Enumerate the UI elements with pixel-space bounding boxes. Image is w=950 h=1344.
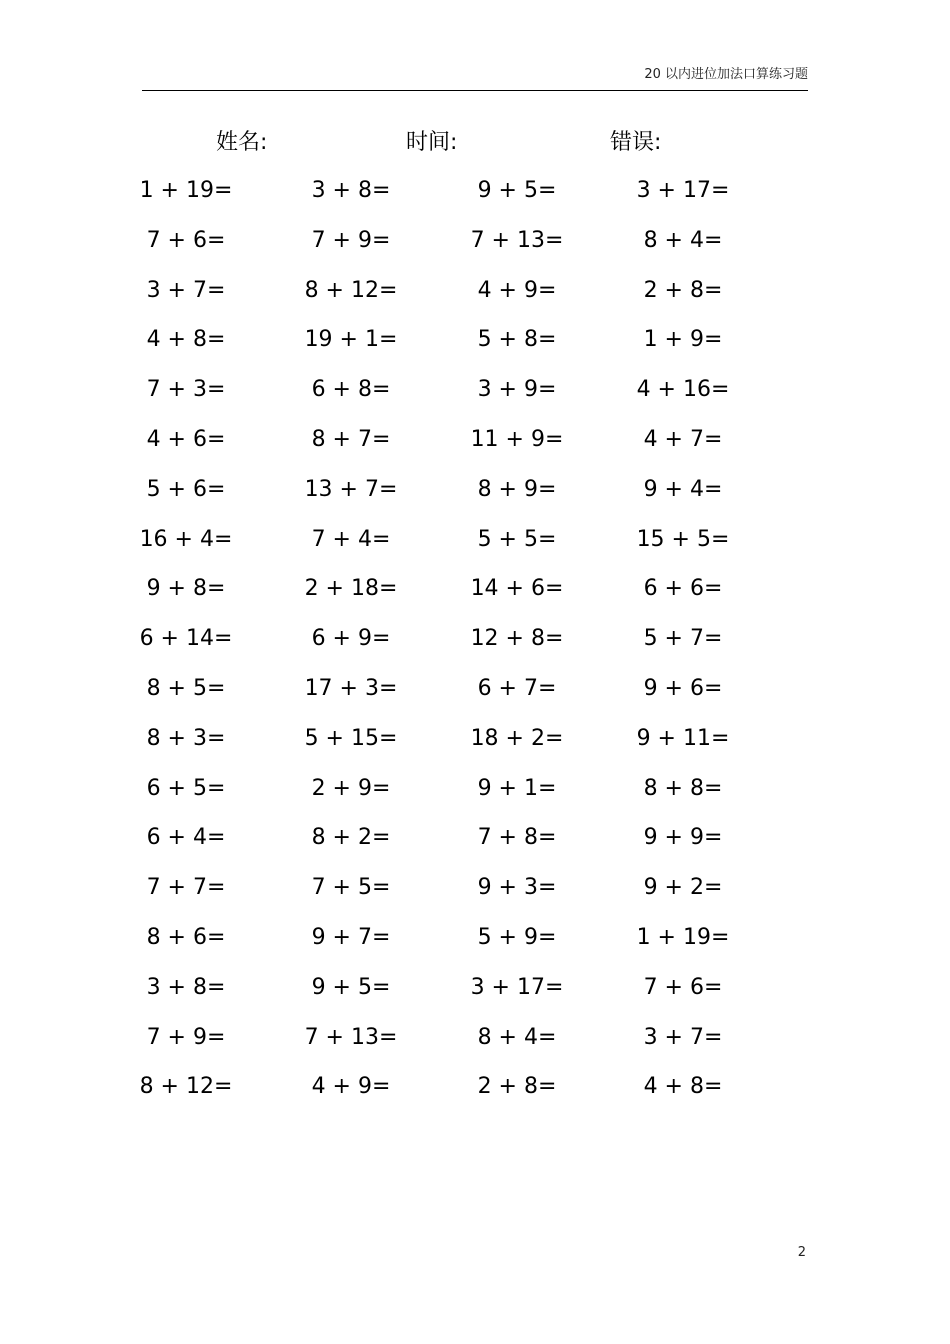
problem-item: 5 + 5= [477, 526, 557, 552]
problem-row [0, 673, 950, 705]
problem-item: 4 + 9= [311, 1074, 391, 1100]
problem-item: 7 + 13= [470, 227, 564, 253]
problem-item: 7 + 8= [477, 825, 557, 851]
problem-row [0, 1022, 950, 1054]
problem-item: 9 + 4= [643, 476, 723, 502]
problem-item: 8 + 12= [304, 277, 398, 303]
problem-item: 9 + 5= [477, 178, 557, 203]
problem-row [0, 424, 950, 456]
header-title: 20 以内进位加法口算练习题 [644, 67, 808, 82]
problem-item: 3 + 9= [477, 377, 557, 403]
problem-item: 9 + 3= [477, 875, 557, 901]
problem-row [0, 374, 950, 406]
problem-item: 8 + 9= [477, 476, 557, 502]
problem-item: 6 + 5= [146, 775, 226, 801]
problem-item: 9 + 11= [636, 725, 730, 751]
problem-item: 9 + 9= [643, 825, 723, 851]
problem-item: 5 + 6= [146, 476, 226, 502]
problem-item: 2 + 8= [643, 277, 723, 303]
problem-item: 19 + 1= [304, 327, 398, 353]
problem-row [0, 324, 950, 356]
problem-item: 3 + 8= [146, 974, 226, 1000]
problem-item: 6 + 14= [139, 626, 233, 652]
name-label: 姓名: [216, 130, 268, 155]
problem-item: 17 + 3= [304, 676, 398, 701]
problem-item: 7 + 3= [146, 377, 226, 403]
problem-row [0, 922, 950, 954]
problem-item: 8 + 12= [139, 1074, 233, 1100]
problem-row [0, 773, 950, 805]
problem-row [0, 524, 950, 556]
problem-item: 5 + 9= [477, 925, 557, 950]
problem-item: 8 + 3= [146, 725, 226, 751]
problem-item: 7 + 6= [146, 227, 226, 253]
problem-item: 9 + 1= [477, 775, 557, 801]
problem-item: 9 + 8= [146, 576, 226, 602]
problem-item: 7 + 5= [311, 875, 391, 901]
problem-item: 7 + 13= [304, 1024, 398, 1050]
problem-row [0, 623, 950, 655]
problem-row [0, 573, 950, 605]
problem-row [0, 723, 950, 755]
problem-item: 3 + 17= [636, 178, 730, 203]
problem-item: 16 + 4= [139, 526, 233, 552]
problem-item: 6 + 8= [311, 377, 391, 403]
problem-item: 1 + 19= [636, 925, 730, 950]
problem-item: 8 + 4= [643, 227, 723, 253]
problem-item: 6 + 9= [311, 626, 391, 652]
problem-item: 5 + 8= [477, 327, 557, 353]
problem-row [0, 822, 950, 854]
problem-item: 8 + 4= [477, 1024, 557, 1050]
problem-item: 8 + 8= [643, 775, 723, 801]
time-label: 时间: [406, 130, 458, 155]
problem-item: 2 + 8= [477, 1074, 557, 1100]
problem-item: 1 + 19= [139, 178, 233, 203]
problem-row [0, 972, 950, 1004]
problem-row [0, 872, 950, 904]
problem-item: 9 + 6= [643, 676, 723, 701]
problem-item: 3 + 7= [643, 1024, 723, 1050]
problem-item: 7 + 7= [146, 875, 226, 901]
problem-item: 3 + 8= [311, 178, 391, 203]
problem-item: 8 + 7= [311, 427, 391, 452]
problem-item: 7 + 9= [146, 1024, 226, 1050]
problem-row [0, 175, 950, 207]
problem-item: 4 + 8= [643, 1074, 723, 1100]
problem-item: 3 + 7= [146, 277, 226, 303]
problem-item: 3 + 17= [470, 974, 564, 1000]
problem-item: 4 + 6= [146, 427, 226, 452]
problem-item: 2 + 9= [311, 775, 391, 801]
problem-row [0, 225, 950, 257]
problem-item: 15 + 5= [636, 526, 730, 552]
problem-row [0, 1071, 950, 1103]
problem-item: 7 + 4= [311, 526, 391, 552]
problem-item: 18 + 2= [470, 725, 564, 751]
problem-item: 12 + 8= [470, 626, 564, 652]
problem-item: 14 + 6= [470, 576, 564, 602]
problem-item: 6 + 7= [477, 676, 557, 701]
problem-item: 8 + 6= [146, 925, 226, 950]
problem-item: 1 + 9= [643, 327, 723, 353]
problem-item: 8 + 5= [146, 676, 226, 701]
problem-item: 13 + 7= [304, 476, 398, 502]
problem-item: 5 + 15= [304, 725, 398, 751]
problem-item: 9 + 7= [311, 925, 391, 950]
problem-item: 4 + 8= [146, 327, 226, 353]
problem-item: 7 + 6= [643, 974, 723, 1000]
student-info-row [0, 127, 950, 159]
page-number: 2 [797, 1245, 806, 1260]
problem-item: 8 + 2= [311, 825, 391, 851]
problem-item: 4 + 16= [636, 377, 730, 403]
problem-item: 2 + 18= [304, 576, 398, 602]
errors-label: 错误: [610, 130, 662, 155]
problem-row [0, 474, 950, 506]
problem-item: 7 + 9= [311, 227, 391, 253]
problem-item: 9 + 2= [643, 875, 723, 901]
problem-item: 11 + 9= [470, 427, 564, 452]
problem-item: 4 + 7= [643, 427, 723, 452]
problem-row [0, 275, 950, 307]
problem-item: 9 + 5= [311, 974, 391, 1000]
problem-item: 5 + 7= [643, 626, 723, 652]
problem-item: 6 + 4= [146, 825, 226, 851]
page-header [142, 66, 808, 91]
problem-item: 4 + 9= [477, 277, 557, 303]
problem-item: 6 + 6= [643, 576, 723, 602]
